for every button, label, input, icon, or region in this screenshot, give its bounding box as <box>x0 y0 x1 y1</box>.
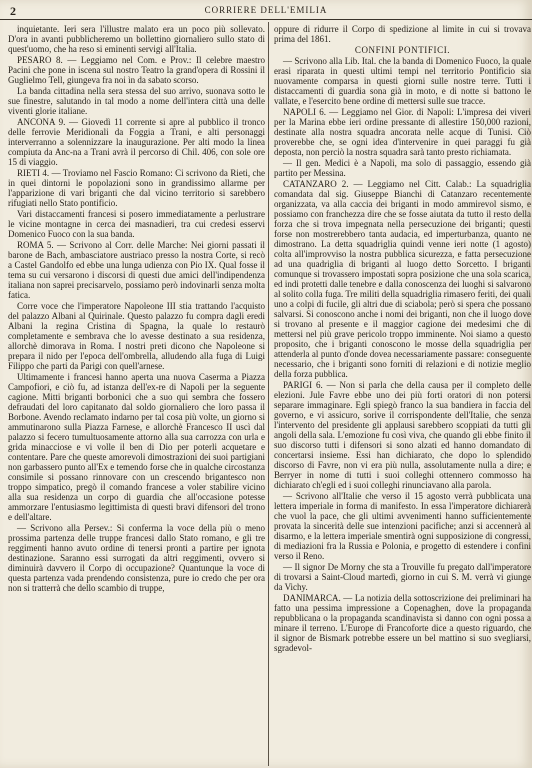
article-paragraph: ANCONA 9. — Giovedì 11 corrente si apre al pubblico il tronco delle ferrovie Meridionali da Foggia a Trani, e alti personaggi interverranno a solennizzare la inaugurazione. Per alti modo la linea compiuta da Anc-na a Trani avrà il percorso di Chil. 406, con sole ore 15 di viaggio. <box>8 117 265 167</box>
article-paragraph: Ultimamente i francesi hanno aperta una nuova Caserma a Piazza Campofiori, e ciò fu, ad istanza dell'ex-re di Napoli per la seguente cagione. Mitti briganti borbonici che a suo qui sembra che fossero defraudati del loro capitanato dal soldo giornaliero che loro passa il Borbone. Avendo reclamato indarno per tal cosa più volte, un giorno si ammutinarono sulla Piazza Farnese, e allorchè Francesco II uscì dal palazzo si fecero tumultuosamente attorno alla sua carrozza con urla e grida minacciose e vi volle il ben di Dio per poterli acquetare e contentare. Pare che queste amorevoli dimostrazioni dei suoi partigiani non garbassero punto all'Ex e temendo forse che in qualche circostanza consimile si possano rinnovare con un crescendo brigantesco non troppo simpatico, pregò il comando francese a voler stabilire vicino alla sua residenza un corpo di guardia che all'occasione potesse ammorzare l'entusiasmo legittimista di questi bravi difensori del trono e dell'altare. <box>8 372 265 522</box>
article-paragraph: ROMA 5. — Scrivono al Corr. delle Marche: Nei giorni passati il barone de Bach, ambasciatore austriaco presso la nostra Corte, si recò a Castel Gandolfo ed ebbe una lunga udienza con Pio IX. Qual fosse il tema su cui versarono i discorsi di questi due amici dell'indipendenza italiana non saprei precisarvelo, possiamo però indovinarli senza molta fatica. <box>8 240 265 300</box>
article-paragraph: Vari distaccamenti francesi si posero immediatamente a perlustrare le vicine montagne in cerca dei masnadieri, tra cui credesi esservi Domenico Fuoco con la sua banda. <box>8 209 265 239</box>
article-paragraph: PARIGI 6. — Non si parla che della causa per il completo delle elezioni. Jule Favre ebbe uno dei più forti oratori di non potersi separare immaginare. Egli spiegò franco la sua bandiera in faccia del governo, e vi assicuro, sorive il corrispondente dell'Italie, che senza l'intervento del presidente gli applausi sarebbero scoppiati da tutti gli angoli della sala. L'emozione fu così viva, che quando gli ebbe finito il suo discorso tutti i difensori si sono alzati ed hanno domandato di concertarsi insieme. Essi han dichiarato, che dopo lo splendido discorso di Favre, non vi era più nulla, assolutamente nulla a dire; e Berryer in nome di tutti i suoi colleghi ottennero commosso ha dichiarato ch'egli ed i suoi colleghi rinunciavano alla parola. <box>274 380 531 490</box>
article-paragraph: inquietante. Ieri sera l'illustre malato era un poco più sollevato. D'ora in avanti pubblicheremo un bollettino giornaliero sullo stato di quest'uomo, che ha reso si eminenti servigi all'Italia. <box>8 24 265 54</box>
article-paragraph: RIETI 4. — Troviamo nel Fascio Romano: Ci scrivono da Rieti, che in quei dintorni le popolazioni sono in grandissimo allarme per l'apparizione di vari briganti che dal vicino territorio si sarebbero rifugiati nello Stato pontificio. <box>8 168 265 208</box>
article-paragraph: DANIMARCA. — La notizia della sottoscrizione dei preliminari ha fatto una pessima impressione a Copenaghen, dove la propaganda repubblicana o la propaganda scandinavista si danno con ogni possa a minare il terreno. L'Europe di Francoforte dice a questo riguardo, che il signor de Bismark potrebbe essere un bel mattino si suo svegliarsi, sgradevol- <box>274 593 531 653</box>
article-paragraph: PESARO 8. — Leggiamo nel Com. e Prov.: Il celebre maestro Pacini che pone in iscena sul nostro Teatro la grand'opera di Rossini il Guglielmo Tell, giungeva fra noi ìn da sabato scorso. <box>8 55 265 85</box>
article-paragraph: — Scrivono alla Lib. Ital. che la banda di Domenico Fuoco, la quale erasi riparata in questi ultimi tempi nel territorio Pontificio sia nuovamente comparsa in questi giorni sulle nostre terre. Tutti i distaccamenti di guardia sona già in moto, e di notte si battono le vallate, e l'esercito bene ordine di mettersi sulle sue tracce. <box>274 56 531 106</box>
article-paragraph: — Il signor De Morny che sta a Trouville fu pregato dall'imperatore di trovarsi a Saint-Cloud martedì, giorno in cui S. M. verrà vi giunge da Vichy. <box>274 562 531 592</box>
article-paragraph: CATANZARO 2. — Leggiamo nel Citt. Calab.: La squadriglia comandata dal sig. Giuseppe Bianchi di Catanzaro recentemente organizzata, va alla caccia dei briganti in modo ammirevol sismo, e possiamo con franchezza dire che se fosse aiutata da tutto il resto della forza che si trova impegnata nella persecuzione dei briganti; questi forse non mostrerebbero tanta audacia, ed imperturbanza, quanto ne dimostrano. La detta squadriglia quindi venne ieri notte (1 agosto) colta all'improvviso la nostra pubblica sicurezza, e fatta persecuzione ad una quadriglia di briganti al luogo detto Sorcetto. I briganti comunque si trovassero impostati sopra posizione che una sola scarica, ed indi protetti dalle tenebre e dalla conoscenza dei luoghi si salvarono al solito colla fuga. Tre militi della squadriglia rimasero feriti, dei quali uno a colpi di fucile, gli altri due di sciabola; però si spera che possano salvarsi. Si conoscono anche i nomi dei briganti, non che il luogo dove si trovano al presente e il maggior cagione dei medesimi che di mettersi nel più grave pericolo troppo imminente. Noi siamo a questo proposito, che i briganti conoscono le mosse della squadriglia per attenderla al punto d'onde dovea necessariamente passare: conseguente necessario, che i briganti sono forniti di relazioni e di notizie meglio della forza pubblica. <box>274 179 531 379</box>
article-paragraph: La banda cittadina nella sera stessa del suo arrivo, suonava sotto le sue finestre, salutando in tal modo a nome dell'intera città una delle viventi glorie italiane. <box>8 86 265 116</box>
article-paragraph: — Scrivono alla Persev.: Si conferma la voce della più o meno prossima partenza delle truppe francesi dallo Stato romano, e gli tre reggimenti hanno avuto ordine di tenersi pronti a partire per ignota destinazione. Saranno essi surrogati da altri reggimenti, ovvero si diminuirà davvero il Corpo di occupazione? Quantunque la voce di questa partenza vada prendendo consistenza, pure io credo che per ora non si tratterrà che dello scambio di truppe, <box>8 523 265 593</box>
page-header <box>0 3 532 20</box>
article-paragraph: NAPOLI 6. — Leggiamo nel Gior. di Napoli: L'impresa dei viveri per la Marina ebbe ieri ordine pressante di allestire 150,000 razioni, destinate alla nostra squadra ancorata nelle acque di Tunisi. Ciò proverebbe che, se ogni idea d'intervenire in quei paraggi fu già deposta, non perciò la nostra squadra sarà tanto presto richiamata. <box>274 107 531 157</box>
article-paragraph: Corre voce che l'imperatore Napoleone III stia trattando l'acquisto del palazzo Albani al Quirinale. Questo palazzo fu compra dagli eredi Albani la regina Cristina di Spagna, la quale lo restaurò completamente e sembrava che lo avesse destinato a sua residenza, allorchè dimorava in Roma. I nostri preti dicono che Napoleone si prepara il nido per l'epoca dell'ombrella, alludendo alla fuga di Luigi Filippo che parti da Parigi con quell'arnese. <box>8 301 265 371</box>
masthead: CORRIERE DELL'EMILIA <box>204 5 328 15</box>
article-paragraph: — Scrivono all'Italie che verso il 15 agosto verrà pubblicata una lettera imperiale in forma di manifesto. In essa l'imperatore dichiarerà che vuol la pace, che gli ultimi avvenimenti hanno sufficientemente provata la sincerità delle sue intenzioni pacifiche; anzi si accennerà al disarmo, e la lettera imperiale smentirà ogni supposizione di congressi, di mediazioni fra la Russia e Polonia, e progetto di estendere i confini verso il Reno. <box>274 491 531 561</box>
page-number: 2 <box>10 4 16 18</box>
article-paragraph: CONFINI PONTIFICI. <box>354 45 451 55</box>
column-divider <box>268 22 269 766</box>
right-column <box>274 24 531 768</box>
article-paragraph: oppure di ridurre il Corpo di spedizione al limite in cui si trovava prima del 1861. <box>274 24 531 44</box>
left-column <box>8 24 265 768</box>
article-paragraph: — Il gen. Medici è a Napoli, ma solo di passaggio, essendo già partito per Messina. <box>274 158 531 178</box>
